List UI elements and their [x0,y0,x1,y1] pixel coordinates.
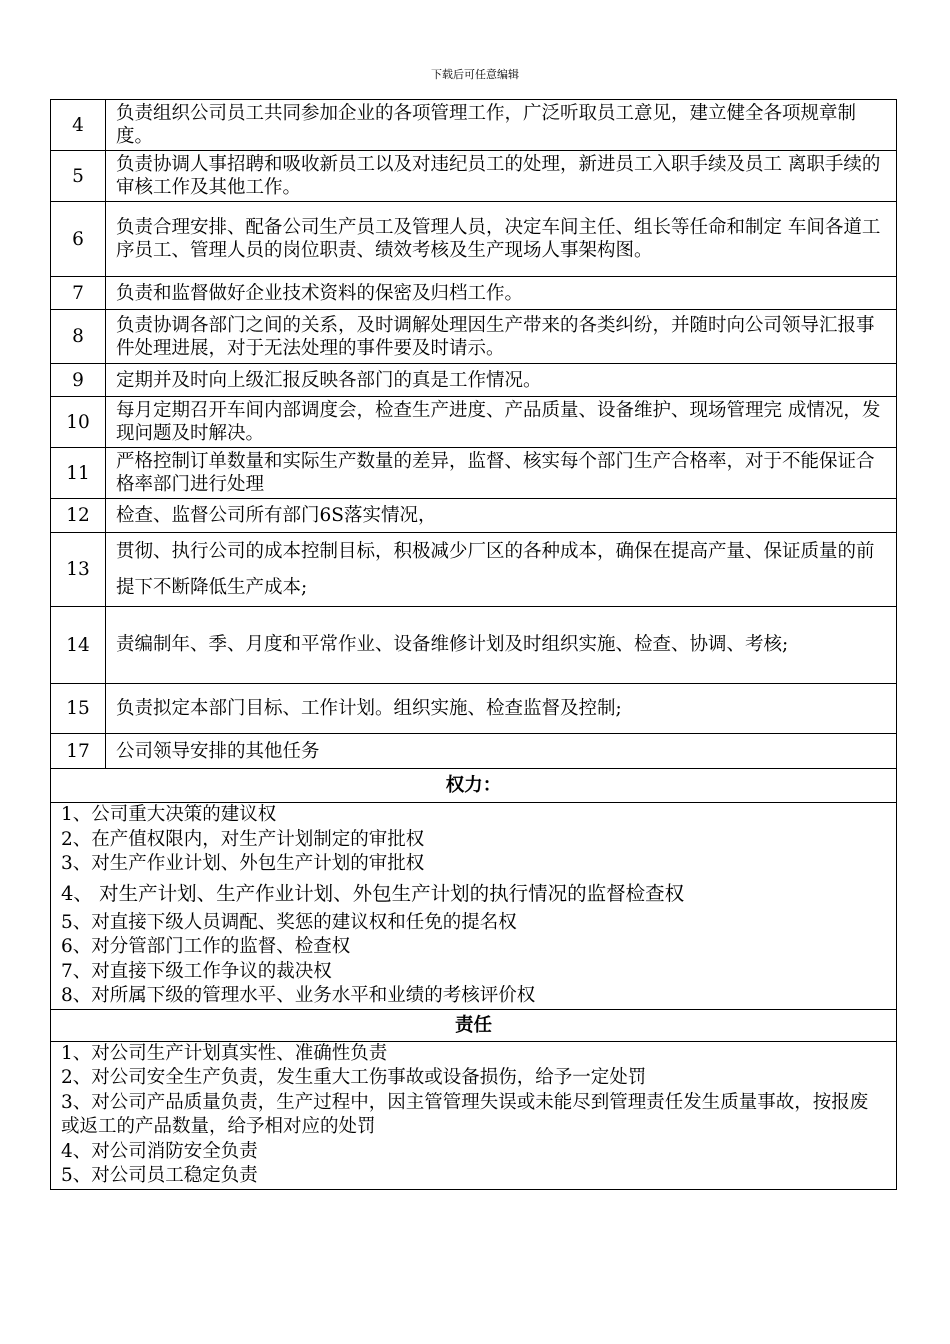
row-number: 12 [51,499,106,533]
table-row [51,100,897,151]
row-number: 8 [51,310,106,364]
section-header [51,1009,897,1041]
row-number: 7 [51,277,106,310]
list-item: 4、 对生产计划、生产作业计划、外包生产计划的执行情况的监督检查权 [61,881,685,905]
powers-title: 权力： [51,769,897,803]
list-item: 3、对公司产品质量负责，生产过程中，因主管管理失误或未能尽到管理责任发生质量事故，按报废或返工的产品数量，给予相对应的处罚 [61,1091,869,1137]
list-item: 5、对公司员工稳定负责 [61,1165,258,1186]
row-number: 14 [51,607,106,684]
row-number: 6 [51,202,106,277]
list-item: 1、对公司生产计划真实性、准确性负责 [61,1042,388,1064]
table-row [51,734,897,769]
row-number: 15 [51,684,106,734]
row-number: 11 [51,448,106,499]
table-row [51,448,897,499]
table-row [51,684,897,734]
row-number: 13 [51,533,106,607]
row-text: 负责合理安排、配备公司生产员工及管理人员，决定车间主任、组长等任命和制定 车间各道工序员工、管理人员的岗位职责、绩效考核及生产现场人事架构图。 [106,202,897,277]
list-item: 8、对所属下级的管理水平、业务水平和业绩的考核评价权 [61,985,536,1006]
table-row [51,499,897,533]
row-number: 9 [51,364,106,397]
list-item: 2、对公司安全生产负责，发生重大工伤事故或设备损伤，给予一定处罚 [61,1067,647,1088]
row-text: 每月定期召开车间内部调度会，检查生产进度、产品质量、设备维护、现场管理完 成情况，发现问题及时解决。 [106,397,897,448]
table-row [51,310,897,364]
powers-row [51,803,897,1010]
responsibilities-row [51,1041,897,1189]
table-row [51,533,897,607]
row-text: 定期并及时向上级汇报反映各部门的真是工作情况。 [106,364,897,397]
row-text: 负责协调各部门之间的关系，及时调解处理因生产带来的各类纠纷，并随时向公司领导汇报事件处理进展，对于无法处理的事件要及时请示。 [106,310,897,364]
row-text: 检查、监督公司所有部门6S落实情况， [106,499,897,533]
row-number: 17 [51,734,106,769]
list-item: 5、对直接下级人员调配、奖惩的建议权和任免的提名权 [61,911,517,933]
row-text: 公司领导安排的其他任务 [106,734,897,769]
row-number: 5 [51,151,106,202]
responsibilities-list [51,1041,897,1189]
page-header: 下载后可任意编辑 [431,68,519,81]
row-text: 负责协调人事招聘和吸收新员工以及对违纪员工的处理，新进员工入职手续及员工 离职手续的审核工作及其他工作。 [106,151,897,202]
row-text: 贯彻、执行公司的成本控制目标，积极减少厂区的各种成本，确保在提高产量、保证质量的前提下不断降低生产成本; [106,533,897,607]
duty-table [50,99,897,1190]
row-text: 负责组织公司员工共同参加企业的各项管理工作，广泛听取员工意见，建立健全各项规章制度。 [106,100,897,151]
table-row [51,151,897,202]
row-text: 负责拟定本部门目标、工作计划。组织实施、检查监督及控制; [106,684,897,734]
row-number: 10 [51,397,106,448]
table-row [51,364,897,397]
list-item: 6、对分管部门工作的监督、检查权 [61,936,351,957]
list-item: 4、对公司消防安全负责 [61,1140,258,1162]
row-text: 严格控制订单数量和实际生产数量的差异，监督、核实每个部门生产合格率，对于不能保证合格率部门进行处理 [106,448,897,499]
row-text: 负责和监督做好企业技术资料的保密及归档工作。 [106,277,897,310]
row-text: 责编制年、季、月度和平常作业、设备维修计划及时组织实施、检查、协调、考核; [106,607,897,684]
table-row [51,397,897,448]
responsibilities-title: 责任 [51,1009,897,1041]
list-item: 2、在产值权限内，对生产计划制定的审批权 [61,828,425,850]
powers-list [51,803,897,1010]
table-row [51,607,897,684]
list-item: 1、公司重大决策的建议权 [61,804,277,825]
list-item: 7、对直接下级工作争议的裁决权 [61,960,332,982]
list-item: 3、对生产作业计划、外包生产计划的审批权 [61,853,425,874]
table-row [51,202,897,277]
section-header [51,769,897,803]
table-row [51,277,897,310]
row-number: 4 [51,100,106,151]
